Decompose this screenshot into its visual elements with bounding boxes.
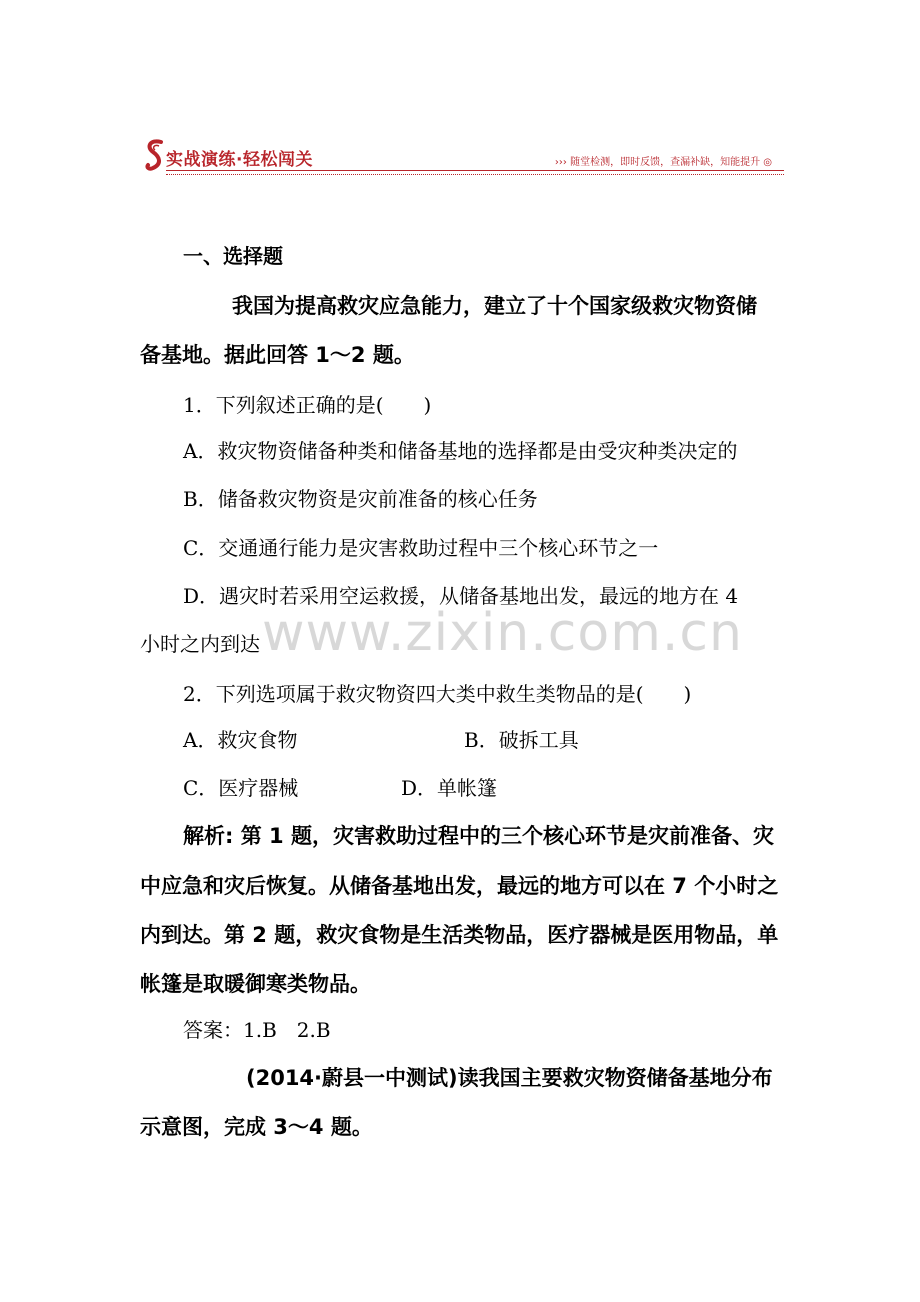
analysis-line-2: 中应急和灾后恢复。从储备基地出发，最远的地方可以在 7 个小时之 bbox=[140, 874, 779, 898]
q2-option-b: B．破拆工具 bbox=[464, 728, 579, 752]
intro-line-2: 备基地。据此回答 1～2 题。 bbox=[140, 343, 415, 367]
s-logo-icon bbox=[144, 138, 166, 172]
section-title: 一、选择题 bbox=[183, 244, 283, 268]
watermark: www.zixin.com.cn bbox=[262, 603, 743, 663]
intro-line-1: 我国为提高救灾应急能力，建立了十个国家级救灾物资储 bbox=[232, 294, 757, 318]
analysis-line-1: 解析: 第 1 题，灾害救助过程中的三个核心环节是灾前准备、灾 bbox=[183, 824, 774, 848]
q2-option-a: A．救灾食物 bbox=[183, 728, 298, 752]
intro2-line-1: (2014·蔚县一中测试)读我国主要救灾物资储备基地分布 bbox=[246, 1066, 773, 1090]
section-banner bbox=[144, 138, 784, 176]
q2-option-d: D．单帐篷 bbox=[401, 776, 498, 800]
q1-option-d: D．遇灾时若采用空运救援，从储备基地出发，最远的地方在 4 bbox=[183, 584, 739, 608]
intro2-line-2: 示意图，完成 3～4 题。 bbox=[140, 1115, 373, 1139]
q1-stem: 1．下列叙述正确的是( ) bbox=[183, 393, 432, 417]
analysis-line-3: 内到达。第 2 题，救灾食物是生活类物品，医疗器械是医用物品，单 bbox=[140, 923, 779, 947]
banner-rule bbox=[166, 170, 784, 171]
answer-line: 答案：1.B 2.B bbox=[183, 1018, 331, 1042]
q2-option-c: C．医疗器械 bbox=[183, 776, 299, 800]
q1-option-a: A．救灾物资储备种类和储备基地的选择都是由受灾种类决定的 bbox=[183, 439, 738, 463]
q1-option-c: C．交通通行能力是灾害救助过程中三个核心环节之一 bbox=[183, 536, 659, 560]
q1-option-d-cont: 小时之内到达 bbox=[140, 632, 260, 656]
banner-title: 实战演练·轻松闯关 bbox=[166, 150, 313, 170]
analysis-line-4: 帐篷是取暖御寒类物品。 bbox=[140, 972, 371, 996]
banner-slogan: ››› 随堂检测，即时反馈，查漏补缺，知能提升 ◎ bbox=[554, 157, 772, 168]
q2-stem: 2．下列选项属于救灾物资四大类中救生类物品的是( ) bbox=[183, 682, 692, 706]
q1-option-b: B．储备救灾物资是灾前准备的核心任务 bbox=[183, 487, 538, 511]
banner-rule-dotted bbox=[166, 174, 784, 175]
